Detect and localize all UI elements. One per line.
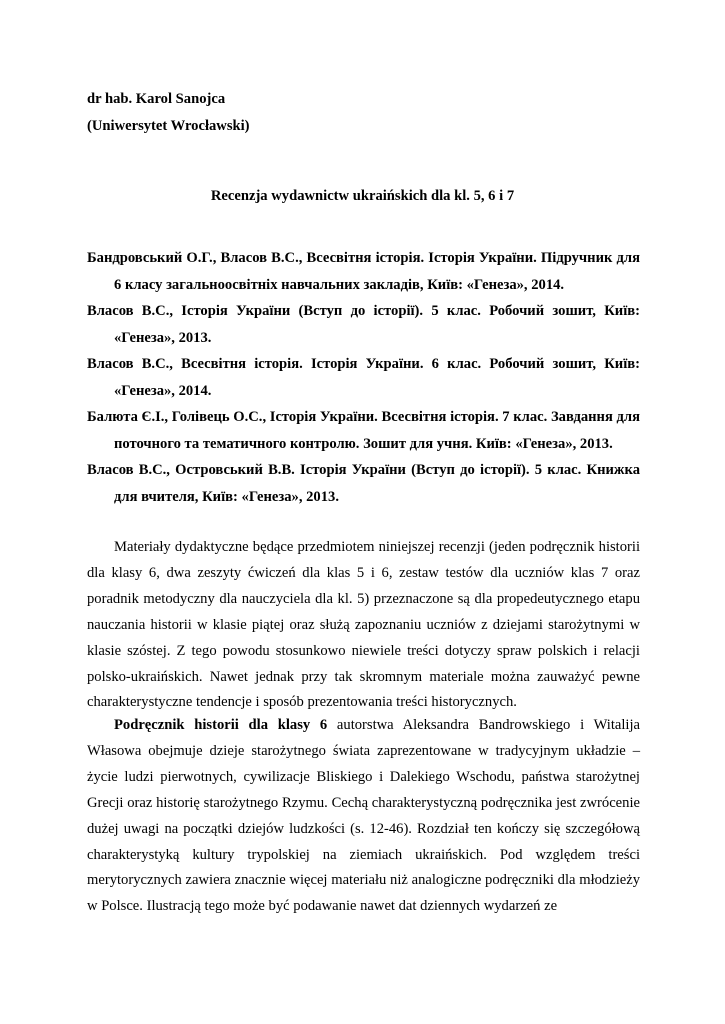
reference-list [87,245,640,510]
reference-item: Балюта Є.І., Голівець О.С., Історія України. Всесвітня історія. 7 клас. Завдання для поточного та тематичного контролю. Зошит для учня. Київ: «Генеза», 2013. [87,409,640,452]
author-affiliation: (Uniwersytet Wrocławski) [87,118,250,134]
reference-item: Бандровський О.Г., Власов В.С., Всесвітня історія. Історія України. Підручник для 6 класу загальноосвітніх навчальних закладів, Київ: «Генеза», 2014. [87,250,640,293]
body-paragraph-intro: Materiały dydaktyczne będące przedmiotem niniejszej recenzji (jeden podręcznik historii dla klasy 6, dwa zeszyty ćwiczeń dla klas 5 i 6, zestaw testów dla uczniów klas 7 oraz poradnik metodyczny dla nauczyciela dla kl. 5) przeznaczone są dla propedeutycznego etapu nauczania historii w klasie piątej oraz służą zapoznaniu uczniów z dziejami starożytnymi w klasie szóstej. Z tego powodu stosunkowo niewiele treści dotyczy spraw polskich i relacji polsko-ukraińskich. Nawet jednak przy tak skromnym materiale można zauważyć pewne charakterystyczne tendencje i sposób prezentowania treści historycznych. [87,539,640,711]
reference-item: Власов В.С., Островський В.В. Історія України (Вступ до історії). 5 клас. Книжка для вчителя, Київ: «Генеза», 2013. [87,462,640,505]
paragraph-text: autorstwa Aleksandra Bandrowskiego i Witalija Własowa obejmuje dzieje starożytnego świata zaprezentowane w tradycyjnym układzie – życie ludzi pierwotnych, cywilizacje Bliskiego i Dalekiego Wschodu, państwa starożytnej Grecji oraz historię starożytnego Rzymu. Cechą charakterystyczną podręcznika jest zwrócenie dużej uwagi na początki dziejów ludzkości (s. 12-46). Rozdział ten kończy się szczegółową charakterystyką kultury trypolskiej na ziemiach ukraińskich. Pod względem treści merytorycznych zawiera znacznie więcej materiału niż analogiczne podręczniki dla młodzieży w Polsce. Ilustracją tego może być podawanie nawet dat dziennych wydarzeń ze [87,717,640,915]
author-name: dr hab. Karol Sanojca [87,91,226,107]
review-title: Recenzja wydawnictw ukraińskich dla kl. 5, 6 i 7 [210,188,515,204]
reference-item: Власов В.С., Історія України (Вступ до історії). 5 клас. Робочий зошит, Київ: «Генеза», 2013. [87,303,640,346]
author-block [87,86,250,140]
reference-item: Власов В.С., Всесвітня історія. Історія України. 6 клас. Робочий зошит, Київ: «Генеза», 2014. [87,356,640,399]
paragraph-lead-bold: Podręcznik historii dla klasy 6 [114,717,328,733]
body-paragraph-textbook [87,713,640,920]
